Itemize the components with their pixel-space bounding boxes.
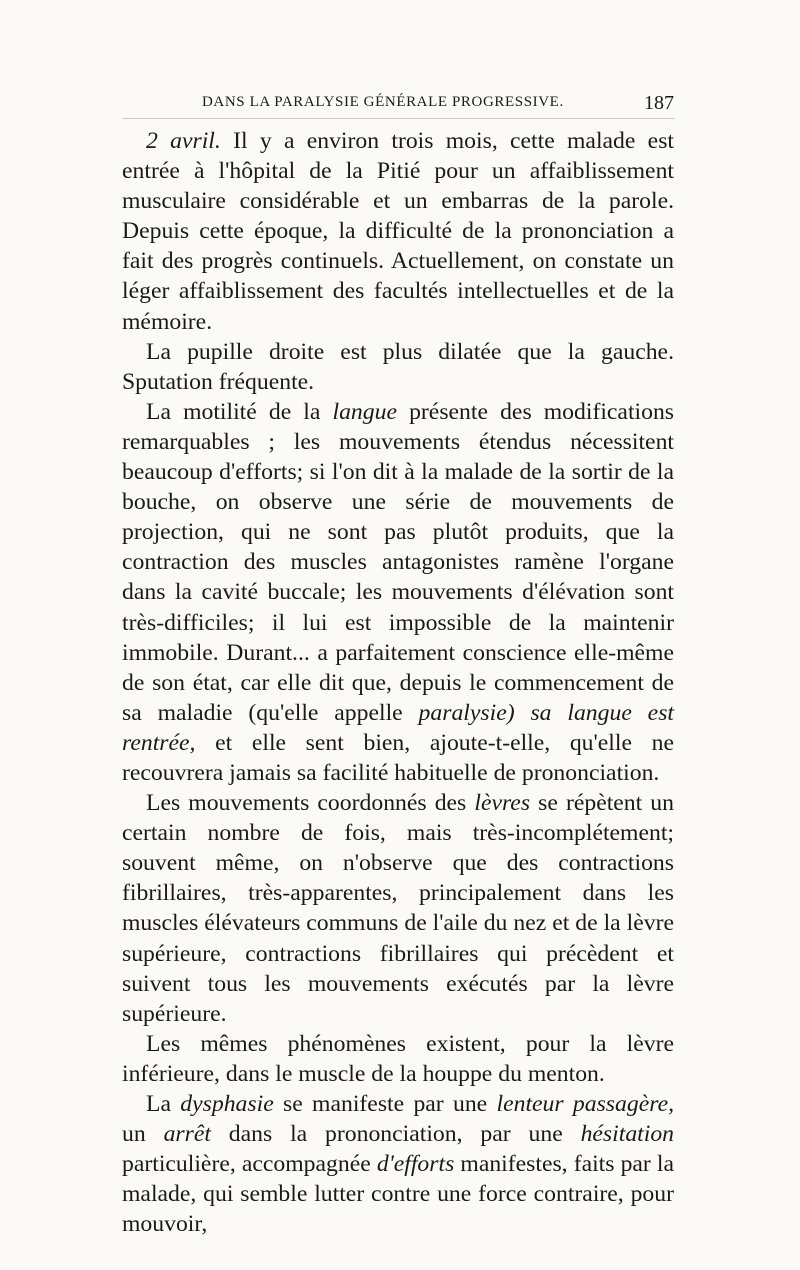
text-run: Les mêmes phénomènes existent, pour la lèvre inférieure, dans le muscle de la houppe du menton.	[122, 1030, 674, 1087]
italic-text: arrêt	[163, 1121, 211, 1148]
italic-text: paralysie) sa langue est rentrée,	[122, 699, 674, 756]
page-number: 187	[644, 92, 674, 114]
text-run: Les mouvements coordonnés des	[146, 790, 475, 817]
text-run: La pupille droite est plus dilatée que la gauche. Sputation fréquente.	[122, 338, 674, 395]
text-run: présente des modifications remarquables ; les mouvements étendus nécessitent beaucoup d'efforts; si l'on dit à la malade de la sortir de la bouche, on observe une série de mouvements de projection, qui ne sont pas plutôt produits, que la contraction des muscles antagonistes ramène l'organe dans la cavité buccale; les mouvements d'élévation sont très-difficiles; il lui est impossible de la maintenir immobile. Durant... a parfaitement conscience elle-même de son état, car elle dit que, depuis le commencement de sa maladie (qu'elle appelle	[122, 398, 675, 726]
text-run: Il y a environ trois mois, cette malade est entrée à l'hôpital de la Pitié pour un affaiblissement musculaire considérable et un embarras de la parole. Depuis cette époque, la difficulté de la prononciation a fait des progrès continuels. Actuellement, on constate un léger affaiblissement des facultés intellectuelles et de la mémoire.	[122, 128, 674, 335]
body-text	[122, 126, 674, 1239]
running-title: DANS LA PARALYSIE GÉNÉRALE PROGRESSIVE.	[202, 94, 564, 110]
italic-text: 2 avril.	[146, 128, 221, 154]
text-run: La motilité de la	[146, 398, 333, 425]
paragraph	[122, 788, 674, 1029]
text-run: et elle sent bien, ajoute-t-elle, qu'elle ne recouvrera jamais sa facilité habituelle de prononciation.	[122, 729, 674, 786]
italic-text: dysphasie	[180, 1091, 274, 1117]
italic-text: hésitation	[580, 1121, 675, 1148]
text-run: se manifeste par une	[273, 1091, 497, 1117]
text-run: La	[146, 1091, 181, 1117]
paragraph	[122, 397, 674, 788]
text-run: manifestes, faits par la malade, qui semble lutter contre une force contraire, pour mouvoir,	[122, 1151, 675, 1238]
italic-text: lenteur passagère,	[496, 1091, 674, 1117]
italic-text: lèvres	[474, 790, 531, 817]
italic-text: langue	[332, 398, 397, 425]
text-run: un	[122, 1121, 164, 1148]
text-run: particulière, accompagnée	[122, 1151, 377, 1178]
paragraph	[122, 126, 674, 337]
page-header	[122, 92, 674, 116]
text-run: se répètent un certain nombre de fois, mais très-incomplétement; souvent même, on n'observe que des contractions fibrillaires, très-apparentes, principalement dans les muscles élévateurs communs de l'aile du nez et de la lèvre supérieure, contractions fibrillaires qui précèdent et suivent tous les mouvements exécutés par la lèvre supérieure.	[122, 790, 674, 1027]
header-rule	[122, 118, 674, 119]
text-run: dans la prononciation, par une	[210, 1121, 581, 1148]
paragraph	[122, 337, 674, 397]
paragraph	[122, 1029, 674, 1089]
italic-text: d'efforts	[376, 1151, 455, 1178]
paragraph	[122, 1089, 674, 1239]
